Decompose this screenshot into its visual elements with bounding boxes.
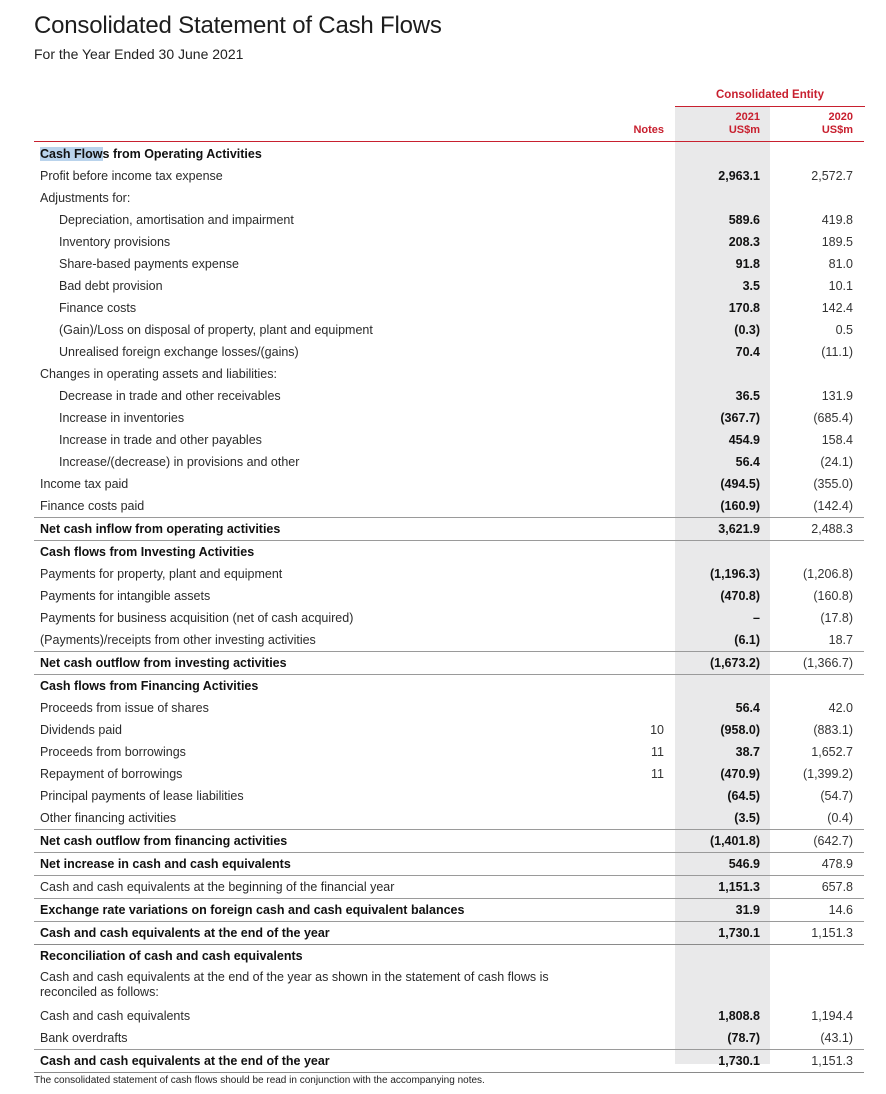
row-label: Share-based payments expense [59, 257, 239, 271]
row-label: Other financing activities [40, 811, 177, 825]
table-row [34, 585, 864, 607]
row-value-2021: 170.8 [728, 301, 760, 315]
table-row [34, 741, 864, 763]
row-value-2021: 208.3 [728, 235, 760, 249]
row-value-2021: 589.6 [728, 213, 760, 227]
page-title: Consolidated Statement of Cash Flows [34, 12, 442, 39]
section-heading-reconciliation [34, 945, 864, 967]
consolidated-entity-header: Consolidated Entity [716, 89, 824, 101]
table-row [34, 607, 864, 629]
table-row [34, 297, 864, 319]
row-value-2020: 131.9 [821, 389, 853, 403]
table-row [34, 807, 864, 830]
row-value-2020: 0.5 [835, 323, 853, 337]
table-row [34, 495, 864, 518]
row-value-2020: (355.0) [813, 477, 853, 491]
row-label: Exchange rate variations on foreign cash and cash equivalent balances [40, 903, 465, 917]
subtotal-row [34, 830, 864, 853]
row-label: Repayment of borrowings [40, 767, 183, 781]
table-row [34, 899, 864, 922]
row-label: Net cash outflow from investing activities [40, 656, 287, 670]
row-value-2021: 36.5 [735, 389, 760, 403]
table-row [34, 876, 864, 899]
section-heading-investing [34, 541, 864, 563]
row-label: Cash and cash equivalents at the end of the year as shown in the statement of cash flows is reconciled as follows: [40, 970, 549, 999]
row-value-2021: 56.4 [735, 701, 760, 715]
row-note: 10 [650, 723, 664, 737]
total-row [34, 1050, 864, 1073]
table-row [34, 385, 864, 407]
row-value-2021: (367.7) [720, 411, 760, 425]
row-value-2020: (24.1) [820, 455, 853, 469]
row-value-2020: 10.1 [828, 279, 853, 293]
row-value-2020: 42.0 [828, 701, 853, 715]
row-label: Reconciliation of cash and cash equivalents [40, 949, 303, 963]
row-value-2021: (1,673.2) [709, 656, 760, 670]
row-label: Adjustments for: [40, 191, 131, 205]
row-label: Proceeds from borrowings [40, 745, 186, 759]
row-label: Payments for intangible assets [40, 589, 211, 603]
table-row [34, 1027, 864, 1050]
row-label: Finance costs paid [40, 499, 145, 513]
row-label: Income tax paid [40, 477, 129, 491]
row-label: Dividends paid [40, 723, 122, 737]
row-value-2021: 3,621.9 [718, 522, 760, 536]
row-value-2020: (54.7) [820, 789, 853, 803]
table-row [34, 1005, 864, 1027]
row-value-2020: 189.5 [821, 235, 853, 249]
selected-text[interactable]: Cash Flow [40, 147, 103, 161]
section-heading-rest: s from Operating Activities [102, 147, 262, 161]
row-value-2020: (160.8) [813, 589, 853, 603]
row-value-2020: (1,206.8) [802, 567, 853, 581]
row-label: Payments for business acquisition (net of cash acquired) [40, 611, 354, 625]
row-value-2020: 14.6 [828, 903, 853, 917]
row-note: 11 [651, 767, 664, 781]
section-heading-label[interactable] [40, 147, 262, 161]
row-value-2020: 81.0 [828, 257, 853, 271]
row-value-2021: 1,151.3 [718, 880, 760, 894]
row-value-2021: 56.4 [735, 455, 760, 469]
row-value-2020: (642.7) [813, 834, 853, 848]
row-value-2021: (494.5) [720, 477, 760, 491]
table-row [34, 473, 864, 495]
table-row [34, 231, 864, 253]
row-label: Cash flows from Investing Activities [40, 545, 255, 559]
table-row [34, 407, 864, 429]
row-value-2021: 31.9 [735, 903, 760, 917]
table-row [34, 429, 864, 451]
row-value-2020: (1,366.7) [802, 656, 853, 670]
row-value-2020: (43.1) [820, 1031, 853, 1045]
row-value-2020: 1,194.4 [811, 1009, 853, 1023]
table-row [34, 363, 864, 385]
row-label: Bad debt provision [59, 279, 163, 293]
row-value-2020: 2,488.3 [811, 522, 853, 536]
row-label: Profit before income tax expense [40, 169, 223, 183]
row-label: Increase in inventories [59, 411, 185, 425]
subtotal-row [34, 518, 864, 541]
table-row [34, 785, 864, 807]
section-heading-financing [34, 675, 864, 697]
table-row [34, 719, 864, 741]
row-note: 11 [651, 745, 664, 759]
table-row [34, 253, 864, 275]
row-value-2020: 1,652.7 [811, 745, 853, 759]
row-label: Cash and cash equivalents at the end of the year [40, 926, 330, 940]
row-value-2021: 1,808.8 [718, 1009, 760, 1023]
row-value-2020: (0.4) [827, 811, 853, 825]
row-label: Inventory provisions [59, 235, 171, 249]
row-value-2021: (3.5) [734, 811, 760, 825]
cash-flow-table [34, 143, 864, 1073]
year-2021-header: 2021 [735, 111, 760, 123]
row-value-2020: 142.4 [821, 301, 853, 315]
row-value-2021: (0.3) [734, 323, 760, 337]
row-label: Changes in operating assets and liabilities: [40, 367, 277, 381]
subtotal-row [34, 853, 864, 876]
row-value-2020: (685.4) [813, 411, 853, 425]
table-row [34, 697, 864, 719]
row-label: Unrealised foreign exchange losses/(gains) [59, 345, 299, 359]
row-value-2020: 18.7 [828, 633, 853, 647]
row-value-2021: 2,963.1 [718, 169, 760, 183]
table-row [34, 275, 864, 297]
row-value-2020: (11.1) [821, 345, 853, 359]
row-value-2021: 546.9 [728, 857, 760, 871]
row-label: Proceeds from issue of shares [40, 701, 209, 715]
row-value-2021: 1,730.1 [718, 1054, 760, 1068]
row-label: Principal payments of lease liabilities [40, 789, 244, 803]
subtotal-row [34, 652, 864, 675]
row-label: Net cash inflow from operating activities [40, 522, 281, 536]
row-label: Finance costs [59, 301, 137, 315]
row-label: Cash and cash equivalents [40, 1009, 191, 1023]
row-value-2021: 70.4 [735, 345, 760, 359]
header-rule [34, 141, 864, 142]
row-value-2021: (1,401.8) [709, 834, 760, 848]
row-value-2020: (1,399.2) [802, 767, 853, 781]
row-label: Decrease in trade and other receivables [59, 389, 281, 403]
row-value-2021: (160.9) [720, 499, 760, 513]
row-value-2021: (78.7) [727, 1031, 760, 1045]
row-label: Increase in trade and other payables [59, 433, 262, 447]
row-value-2020: 2,572.7 [811, 169, 853, 183]
table-row [34, 187, 864, 209]
row-value-2020: 158.4 [821, 433, 853, 447]
table-row [34, 451, 864, 473]
row-value-2020: (142.4) [813, 499, 853, 513]
table-row [34, 341, 864, 363]
row-value-2020: (883.1) [813, 723, 853, 737]
row-value-2021: (6.1) [734, 633, 760, 647]
row-value-2021: (470.9) [720, 767, 760, 781]
table-row [34, 629, 864, 652]
row-value-2021: (958.0) [720, 723, 760, 737]
row-value-2020: 478.9 [821, 857, 853, 871]
footnote: The consolidated statement of cash flows should be read in conjunction with the accompanying notes. [34, 1075, 485, 1086]
page-subtitle: For the Year Ended 30 June 2021 [34, 46, 244, 62]
year-2020-header: 2020 [828, 111, 853, 123]
table-row [34, 319, 864, 341]
table-row [34, 209, 864, 231]
row-label: (Payments)/receipts from other investing activities [40, 633, 316, 647]
row-value-2020: 657.8 [821, 880, 853, 894]
row-label: Net increase in cash and cash equivalents [40, 857, 291, 871]
row-value-2020: (17.8) [820, 611, 853, 625]
currency-2020-header: US$m [821, 124, 853, 136]
table-row [34, 165, 864, 187]
row-label: Cash and cash equivalents at the end of the year [40, 1054, 330, 1068]
section-heading-operating [34, 143, 864, 165]
notes-header: Notes [633, 124, 664, 136]
row-value-2021: 38.7 [735, 745, 760, 759]
total-row [34, 922, 864, 945]
entity-header-rule [675, 106, 865, 107]
currency-2021-header: US$m [728, 124, 760, 136]
row-label: Bank overdrafts [40, 1031, 128, 1045]
row-value-2021: – [753, 611, 760, 625]
row-value-2021: (64.5) [727, 789, 760, 803]
row-value-2021: 3.5 [742, 279, 760, 293]
row-label: Payments for property, plant and equipment [40, 567, 283, 581]
table-row [34, 563, 864, 585]
row-value-2021: 454.9 [728, 433, 760, 447]
row-value-2021: (1,196.3) [709, 567, 760, 581]
row-label: Net cash outflow from financing activities [40, 834, 288, 848]
row-label: Increase/(decrease) in provisions and other [59, 455, 300, 469]
row-value-2021: 91.8 [735, 257, 760, 271]
row-value-2021: (470.8) [720, 589, 760, 603]
row-label: Cash flows from Financing Activities [40, 679, 259, 693]
row-label: Cash and cash equivalents at the beginning of the financial year [40, 880, 395, 894]
table-row [34, 967, 864, 1005]
row-value-2020: 419.8 [821, 213, 853, 227]
row-label: Depreciation, amortisation and impairment [59, 213, 294, 227]
row-value-2021: 1,730.1 [718, 926, 760, 940]
table-row [34, 763, 864, 785]
row-label: (Gain)/Loss on disposal of property, plant and equipment [59, 323, 373, 337]
row-value-2020: 1,151.3 [811, 1054, 853, 1068]
row-value-2020: 1,151.3 [811, 926, 853, 940]
